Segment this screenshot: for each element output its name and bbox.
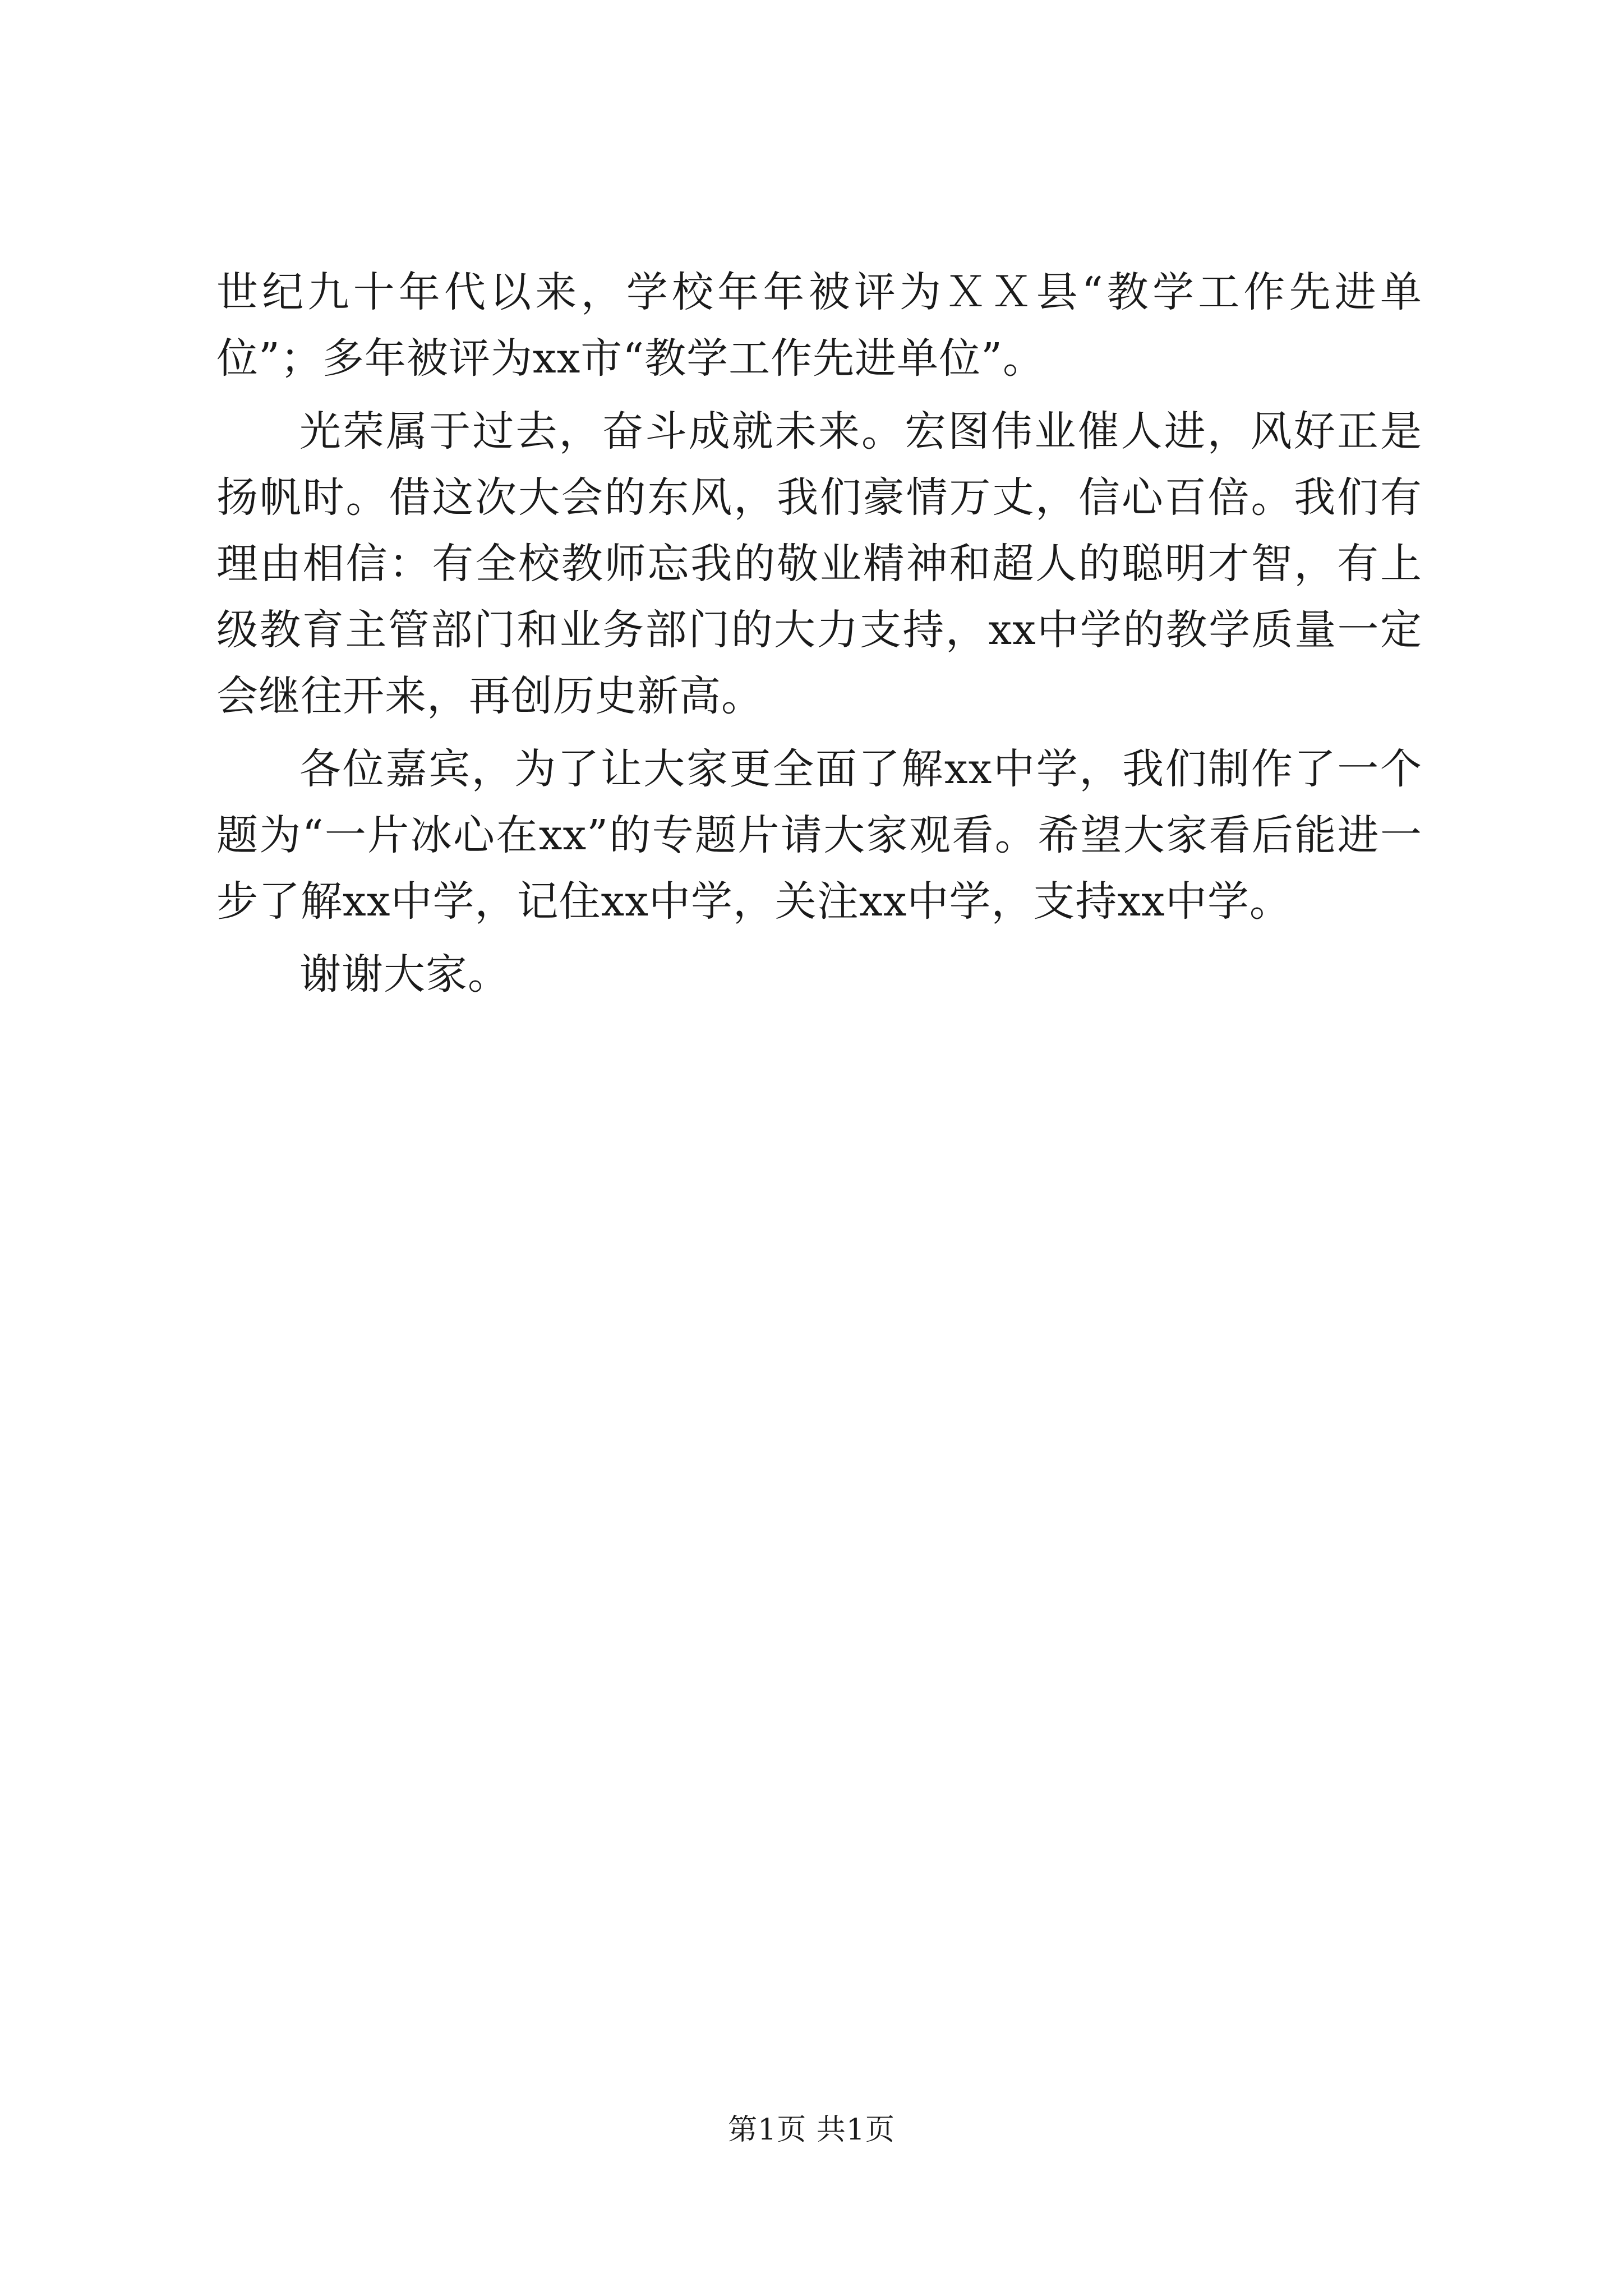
paragraph-4: 谢谢大家。 [299, 950, 510, 999]
paragraph-2: 光荣属于过去，奋斗成就未来。宏图伟业催人进，风好正是扬帆时。借这次大会的东风，我们豪情万丈，信心百倍。我们有理由相信：有全校教师忘我的敬业精神和超人的聪明才智，有上级教育主管部门和业务部门的大力支持，xx中学的教学质量一定会继往开来，再创历史新高。 [216, 407, 1422, 720]
page-number-footer: 第1页 共1页 [728, 2113, 895, 2147]
paragraph-3: 各位嘉宾，为了让大家更全面了解xx中学，我们制作了一个题为“一片冰心在xx”的专题片请大家观看。希望大家看后能进一步了解xx中学，记住xx中学，关注xx中学，支持xx中学。 [216, 745, 1422, 926]
document-body [216, 259, 1422, 1014]
paragraph-1: 世纪九十年代以来，学校年年被评为ＸＸ县“教学工作先进单位”；多年被评为xx市“教学工作先进单位”。 [216, 268, 1422, 383]
